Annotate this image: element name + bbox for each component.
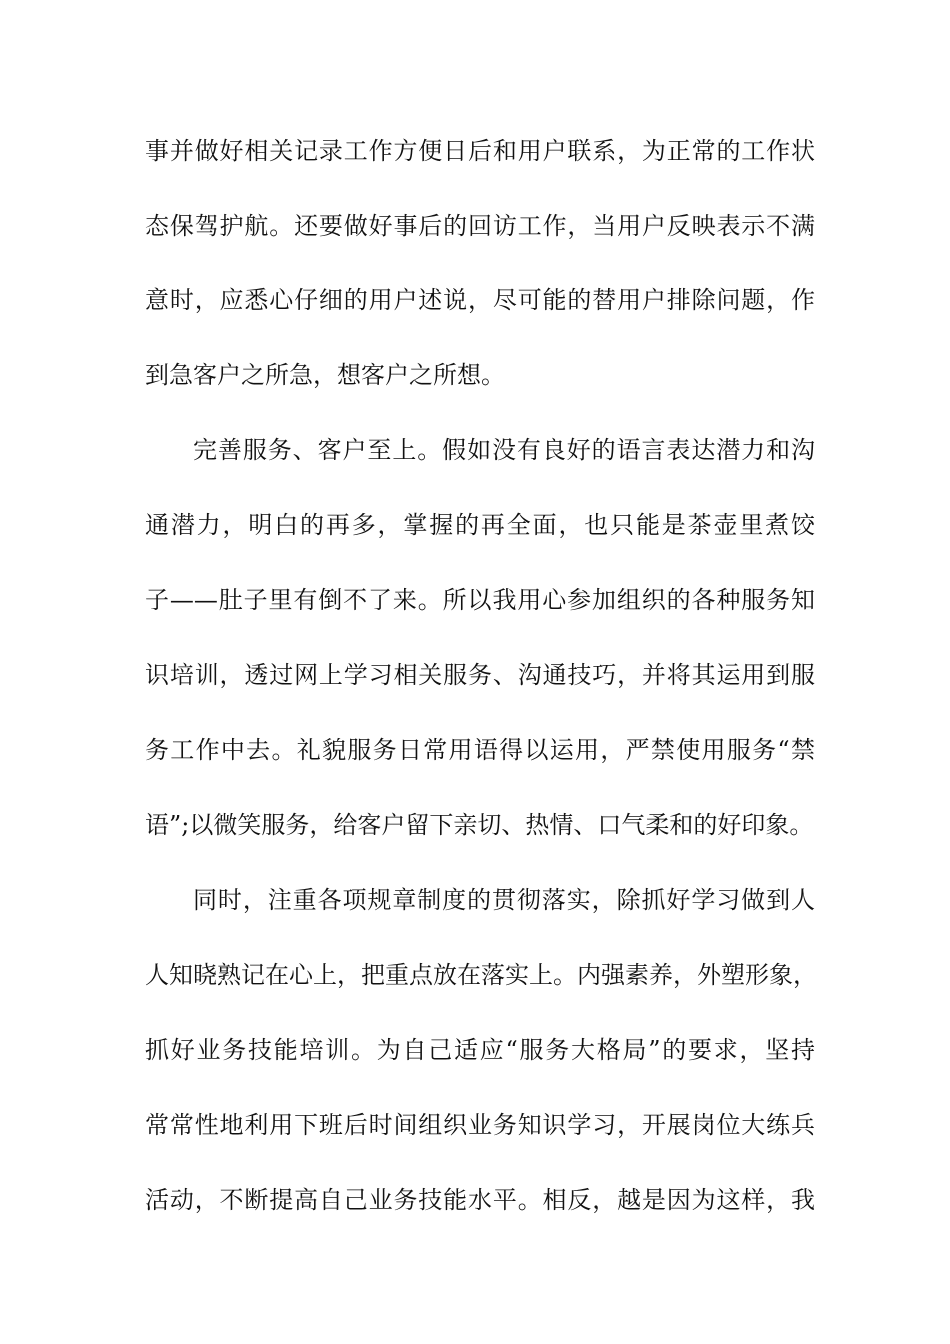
text-line: 到急客户之所急，想客户之所想。	[145, 361, 505, 389]
text-line: 常常性地利用下班后时间组织业务知识学习，开展岗位大练兵	[145, 1111, 815, 1139]
text-line: 同时，注重各项规章制度的贯彻落实，除抓好学习做到人	[193, 886, 815, 914]
text-line: 人知晓熟记在心上，把重点放在落实上。内强素养，外塑形象，	[145, 961, 817, 989]
text-line: 完善服务、客户至上。假如没有良好的语言表达潜力和沟	[193, 436, 815, 464]
text-line: 活动，不断提高自己业务技能水平。相反，越是因为这样，我	[145, 1186, 815, 1214]
text-line: 态保驾护航。还要做好事后的回访工作，当用户反映表示不满	[145, 212, 815, 240]
text-line: 意时，应悉心仔细的用户述说，尽可能的替用户排除问题，作	[145, 286, 815, 314]
text-line: 通潜力，明白的再多，掌握的再全面，也只能是茶壶里煮饺	[145, 511, 815, 539]
text-line: 语”;以微笑服务，给客户留下亲切、热情、口气柔和的好印象。	[145, 811, 814, 839]
text-line: 识培训，透过网上学习相关服务、沟通技巧，并将其运用到服	[145, 661, 815, 689]
text-line: 务工作中去。礼貌服务日常用语得以运用，严禁使用服务“禁	[145, 736, 815, 764]
text-line: 子——肚子里有倒不了来。所以我用心参加组织的各种服务知	[145, 586, 815, 614]
text-line: 抓好业务技能培训。为自己适应“服务大格局”的要求，坚持	[145, 1036, 815, 1064]
text-line: 事并做好相关记录工作方便日后和用户联系，为正常的工作状	[145, 137, 815, 165]
